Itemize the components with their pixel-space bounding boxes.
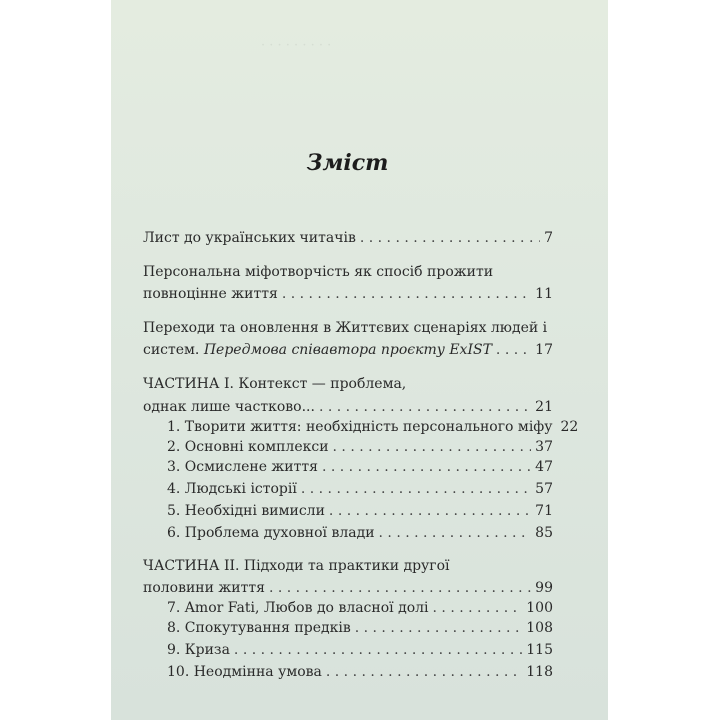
toc-chapter — [167, 598, 553, 618]
toc-page-number: 17 — [535, 342, 553, 358]
leader-dots — [355, 618, 523, 638]
toc-entry-line — [143, 374, 553, 394]
toc-chapter-title: 9. Криза — [167, 642, 230, 658]
toc-page-number: 100 — [526, 600, 553, 616]
toc-chapter-title: 8. Спокутування предків — [167, 620, 351, 636]
toc-entry-text: систем. — [143, 342, 200, 358]
toc-page-number: 108 — [526, 620, 553, 636]
leader-dots — [360, 228, 540, 248]
toc-entry — [143, 228, 553, 248]
toc-chapter-title: 7. Amor Fati, Любов до власної долі — [167, 600, 429, 616]
toc-chapter — [167, 457, 553, 477]
book-page — [111, 0, 608, 720]
toc-entry-italic: Передмова співавтора проєкту ExIST — [203, 342, 492, 358]
toc-chapter-title: 1. Творити життя: необхідність персонального міфу — [167, 419, 553, 435]
toc-entry-line — [143, 262, 553, 282]
toc-chapter — [167, 417, 579, 437]
toc-entry-title: Персональна міфотворчість як спосіб прожити — [143, 264, 494, 280]
page-title: Зміст — [306, 150, 389, 176]
toc-page-number: 37 — [535, 439, 553, 455]
toc-chapter — [167, 479, 553, 499]
leader-dots — [326, 662, 522, 682]
leader-dots — [322, 457, 531, 477]
toc-page-number: 71 — [535, 503, 553, 519]
toc-chapter — [167, 501, 553, 521]
toc-part-title: ЧАСТИНА II. Підходи та практики другої — [143, 558, 450, 574]
toc-chapter — [167, 662, 553, 682]
toc-entry-title-cont — [143, 340, 492, 360]
show-through-text: · · · · · · · · · — [261, 38, 332, 53]
leader-dots — [496, 340, 531, 360]
toc-entry-title: Лист до українських читачів — [143, 230, 356, 246]
leader-dots — [282, 284, 531, 304]
leader-dots — [301, 479, 531, 499]
leader-dots — [433, 598, 523, 618]
toc-page-number: 21 — [535, 399, 553, 415]
toc-page-number: 99 — [535, 580, 553, 596]
toc-page-number: 11 — [535, 286, 553, 302]
toc-entry — [143, 340, 553, 360]
toc-chapter-title: 2. Основні комплекси — [167, 439, 329, 455]
toc-page-number: 7 — [544, 230, 553, 246]
toc-entry — [143, 284, 553, 304]
toc-page-number: 85 — [535, 525, 553, 541]
toc-chapter — [167, 523, 553, 543]
toc-entry — [143, 397, 553, 417]
toc-chapter-title: 10. Неодмінна умова — [167, 664, 322, 680]
toc-chapter-title: 3. Осмислене життя — [167, 459, 318, 475]
toc-chapter-title: 5. Необхідні вимисли — [167, 503, 325, 519]
toc-chapter — [167, 640, 553, 660]
toc-entry-title: Переходи та оновлення в Життєвих сценаріях людей і — [143, 320, 548, 336]
toc-part-title-cont: однак лише частково... — [143, 399, 315, 415]
toc-entry-line — [143, 318, 553, 338]
toc-chapter-title: 6. Проблема духовної влади — [167, 525, 375, 541]
toc-entry — [143, 578, 553, 598]
toc-chapter — [167, 618, 553, 638]
toc-page-number: 22 — [560, 419, 579, 435]
toc-chapter — [167, 437, 553, 457]
toc-page-number: 47 — [535, 459, 553, 475]
leader-dots — [333, 437, 532, 457]
toc-part-title: ЧАСТИНА I. Контекст — проблема, — [143, 376, 407, 392]
leader-dots — [234, 640, 522, 660]
toc-page-number: 115 — [526, 642, 553, 658]
toc-part-title-cont: половини життя — [143, 580, 265, 596]
leader-dots — [269, 578, 531, 598]
leader-dots — [379, 523, 532, 543]
toc-entry-title-cont: повноцінне життя — [143, 286, 278, 302]
toc-page-number: 57 — [535, 481, 553, 497]
leader-dots — [319, 397, 531, 417]
toc-page-number: 118 — [526, 664, 553, 680]
leader-dots — [329, 501, 531, 521]
toc-entry-line — [143, 556, 553, 576]
toc-chapter-title: 4. Людські історії — [167, 481, 297, 497]
